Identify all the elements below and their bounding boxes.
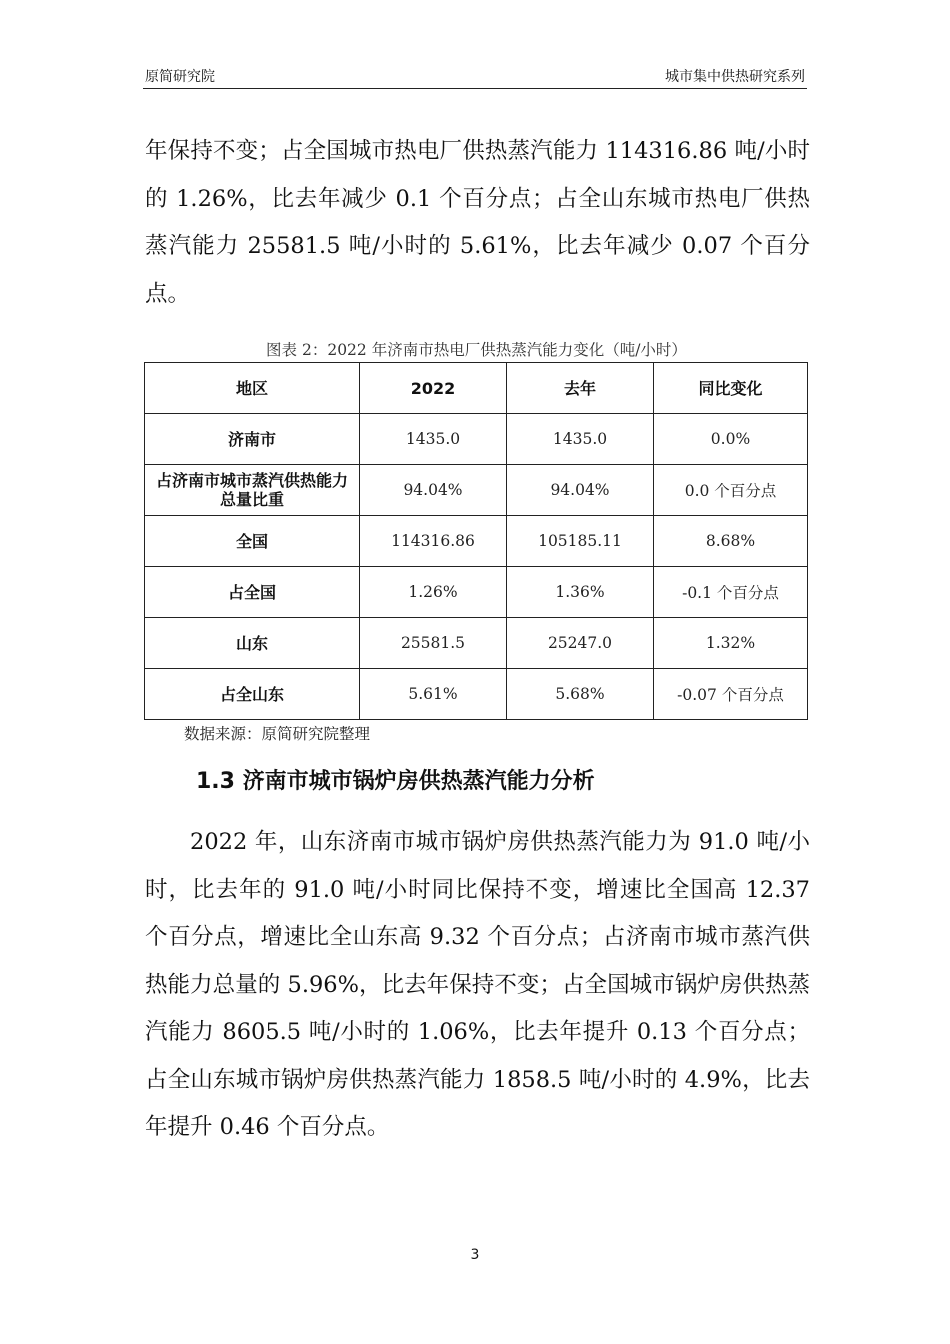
table-row [145, 516, 808, 567]
header-cell-region: 地区 [145, 363, 360, 414]
table-row [145, 465, 808, 516]
row-label: 济南市 [145, 414, 360, 465]
header-cell-last-year: 去年 [507, 363, 654, 414]
heat-capacity-table [144, 362, 808, 720]
cell-value: 5.61% [360, 669, 507, 720]
row-label: 占济南市城市蒸汽供热能力总量比重 [145, 465, 360, 516]
cell-value: 5.68% [507, 669, 654, 720]
section-heading: 1.3 济南市城市锅炉房供热蒸汽能力分析 [196, 769, 595, 794]
table-source-note: 数据来源：原简研究院整理 [184, 725, 371, 743]
row-label: 全国 [145, 516, 360, 567]
header-cell-2022: 2022 [360, 363, 507, 414]
paragraph-heat-plant-summary: 年保持不变；占全国城市热电厂供热蒸汽能力 114316.86 吨/小时的 1.26%，比去年减少 0.1 个百分点；占全山东城市热电厂供热蒸汽能力 25581.5 吨/小时的 5.61%，比去年减少 0.07 个百分点。 [145, 138, 810, 307]
cell-value: -0.1 个百分点 [654, 567, 808, 618]
cell-value: 1.26% [360, 567, 507, 618]
row-label: 山东 [145, 618, 360, 669]
paragraph-boiler-room-analysis: 2022 年，山东济南市城市锅炉房供热蒸汽能力为 91.0 吨/小时，比去年的 91.0 吨/小时同比保持不变，增速比全国高 12.37 个百分点，增速比全山东高 9.32 个百分点；占济南市城市蒸汽供热能力总量的 5.96%，比去年保持不变；占全国城市锅炉房供热蒸汽能力 8605.5 吨/小时的 1.06%，比去年提升 0.13 个百分点；占全山东城市锅炉房供热蒸汽能力 1858.5 吨/小时的 4.9%，比去年提升 0.46 个百分点。 [145, 829, 810, 1140]
cell-value: 8.68% [654, 516, 808, 567]
cell-value: 0.0% [654, 414, 808, 465]
row-label: 占全国 [145, 567, 360, 618]
cell-value: 114316.86 [360, 516, 507, 567]
cell-value: 1435.0 [507, 414, 654, 465]
table-row [145, 618, 808, 669]
page-number: 3 [470, 1247, 480, 1263]
cell-value: 25581.5 [360, 618, 507, 669]
header-cell-yoy-change: 同比变化 [654, 363, 808, 414]
table-caption: 图表 2：2022 年济南市热电厂供热蒸汽能力变化（吨/小时） [266, 341, 687, 359]
row-label: 占全山东 [145, 669, 360, 720]
cell-value: 1.32% [654, 618, 808, 669]
cell-value: 1.36% [507, 567, 654, 618]
cell-value: 0.0 个百分点 [654, 465, 808, 516]
table-row [145, 414, 808, 465]
cell-value: 105185.11 [507, 516, 654, 567]
table-header-row [145, 363, 808, 414]
header-org-name: 原简研究院 [145, 69, 215, 85]
cell-value: 94.04% [360, 465, 507, 516]
page-header [143, 64, 807, 89]
table-row [145, 669, 808, 720]
cell-value: 94.04% [507, 465, 654, 516]
cell-value: 25247.0 [507, 618, 654, 669]
table-row [145, 567, 808, 618]
cell-value: 1435.0 [360, 414, 507, 465]
cell-value: -0.07 个百分点 [654, 669, 808, 720]
header-series-title: 城市集中供热研究系列 [665, 69, 805, 85]
